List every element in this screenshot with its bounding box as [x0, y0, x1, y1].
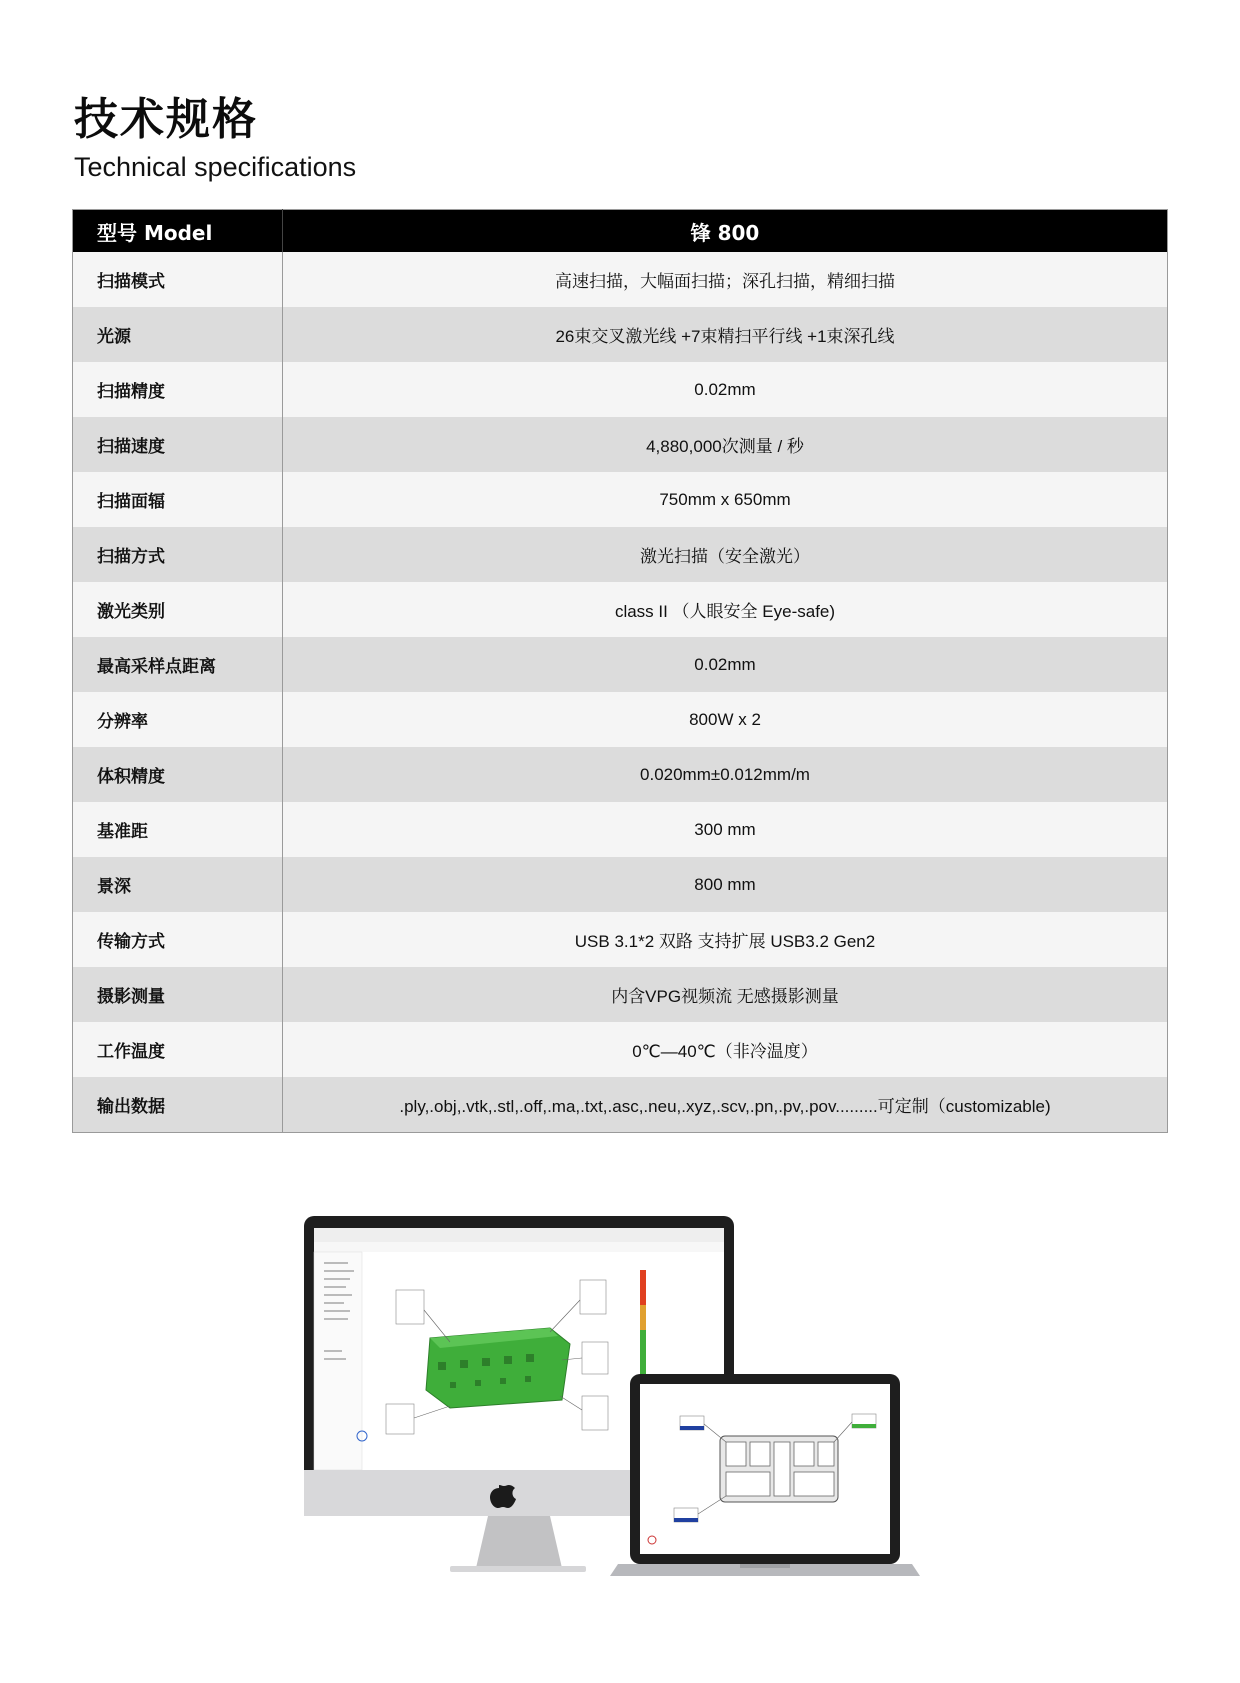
spec-value: 内含VPG视频流 无感摄影测量 [283, 967, 1168, 1022]
table-row [73, 1022, 1168, 1077]
table-row [73, 912, 1168, 967]
spec-table-header [73, 210, 1168, 253]
spec-label: 输出数据 [73, 1077, 283, 1133]
spec-label: 分辨率 [73, 692, 283, 747]
table-row [73, 472, 1168, 527]
spec-value: 26束交叉激光线 +7束精扫平行线 +1束深孔线 [283, 307, 1168, 362]
spec-value: class II （人眼安全 Eye-safe) [283, 582, 1168, 637]
spec-label: 景深 [73, 857, 283, 912]
spec-value: USB 3.1*2 双路 支持扩展 USB3.2 Gen2 [283, 912, 1168, 967]
spec-label: 光源 [73, 307, 283, 362]
spec-value: 0.020mm±0.012mm/m [283, 747, 1168, 802]
table-row [73, 307, 1168, 362]
spec-label: 工作温度 [73, 1022, 283, 1077]
table-row [73, 802, 1168, 857]
table-row [73, 857, 1168, 912]
spec-value: 激光扫描（安全激光） [283, 527, 1168, 582]
spec-value: 0.02mm [283, 637, 1168, 692]
spec-value: 高速扫描，大幅面扫描；深孔扫描，精细扫描 [283, 252, 1168, 307]
table-row [73, 747, 1168, 802]
header-model-value: 锋 800 [283, 210, 1168, 253]
spec-label: 扫描面辐 [73, 472, 283, 527]
spec-table [72, 209, 1168, 1133]
table-row [73, 362, 1168, 417]
spec-label: 激光类别 [73, 582, 283, 637]
spec-label: 最高采样点距离 [73, 637, 283, 692]
table-row [73, 582, 1168, 637]
spec-label: 摄影测量 [73, 967, 283, 1022]
table-row [73, 637, 1168, 692]
spec-label: 扫描速度 [73, 417, 283, 472]
table-row [73, 1077, 1168, 1133]
spec-value: 4,880,000次测量 / 秒 [283, 417, 1168, 472]
spec-label: 体积精度 [73, 747, 283, 802]
device-illustration [300, 1210, 950, 1600]
table-row [73, 252, 1168, 307]
spec-value: 750mm x 650mm [283, 472, 1168, 527]
spec-value: .ply,.obj,.vtk,.stl,.off,.ma,.txt,.asc,.neu,.xyz,.scv,.pn,.pv,.pov.........可定制（customizable) [283, 1077, 1168, 1133]
table-row [73, 417, 1168, 472]
spec-value: 800 mm [283, 857, 1168, 912]
page-subtitle: Technical specifications [74, 152, 357, 182]
page-title: 技术规格 [74, 94, 258, 145]
table-row [73, 527, 1168, 582]
table-row [73, 692, 1168, 747]
spec-label: 基准距 [73, 802, 283, 857]
spec-value: 800W x 2 [283, 692, 1168, 747]
spec-value: 300 mm [283, 802, 1168, 857]
laptop [610, 1374, 920, 1576]
spec-value: 0.02mm [283, 362, 1168, 417]
spec-label: 扫描模式 [73, 252, 283, 307]
table-row [73, 967, 1168, 1022]
spec-label: 传输方式 [73, 912, 283, 967]
spec-value: 0℃—40℃（非冷温度） [283, 1022, 1168, 1077]
spec-label: 扫描方式 [73, 527, 283, 582]
spec-label: 扫描精度 [73, 362, 283, 417]
header-model-label: 型号 Model [73, 210, 283, 253]
